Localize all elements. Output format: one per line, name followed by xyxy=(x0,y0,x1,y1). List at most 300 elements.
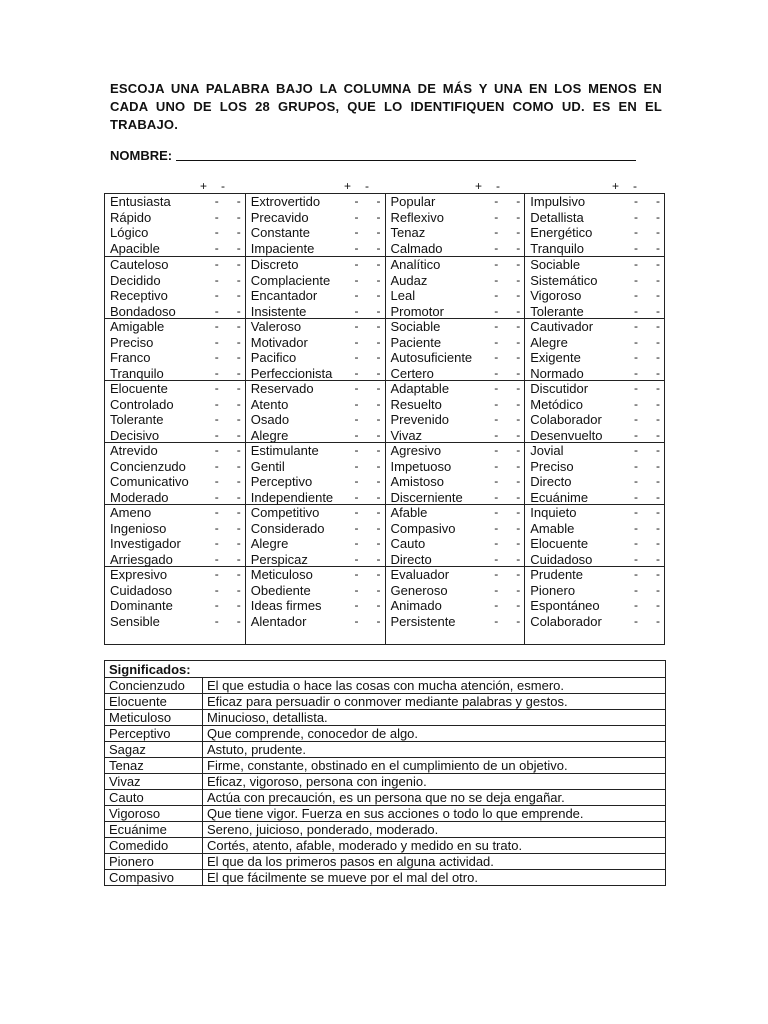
word-label: Vivaz xyxy=(390,427,423,443)
word-label: Elocuente xyxy=(110,381,168,396)
minus-choice[interactable]: - xyxy=(376,427,381,442)
minus-choice[interactable]: - xyxy=(376,458,381,473)
word-group xyxy=(246,442,385,504)
plus-choice[interactable]: - xyxy=(494,365,499,380)
plus-choice[interactable]: - xyxy=(494,194,499,208)
word-label: Sociable xyxy=(390,319,441,334)
minus-choice[interactable]: - xyxy=(236,240,241,255)
plus-choice[interactable]: - xyxy=(494,209,499,224)
plus-choice[interactable]: - xyxy=(634,582,638,597)
plus-choice[interactable]: - xyxy=(354,396,359,411)
plus-choice[interactable]: - xyxy=(494,613,499,628)
word-row xyxy=(105,443,245,459)
plus-choice[interactable]: - xyxy=(634,257,638,271)
minus-choice[interactable]: - xyxy=(236,334,241,349)
minus-choice[interactable]: - xyxy=(656,474,660,488)
minus-choice[interactable]: - xyxy=(376,240,381,255)
minus-choice[interactable]: - xyxy=(236,551,241,566)
plus-choice[interactable]: - xyxy=(214,582,219,597)
minus-choice[interactable]: - xyxy=(516,489,521,504)
minus-choice[interactable]: - xyxy=(376,350,381,364)
plus-choice[interactable]: - xyxy=(494,427,499,442)
word-label: Preciso xyxy=(110,334,154,350)
word-row xyxy=(525,304,664,320)
minus-choice[interactable]: - xyxy=(656,598,660,612)
plus-choice[interactable]: - xyxy=(214,505,219,519)
plus-choice[interactable]: - xyxy=(634,396,638,411)
minus-choice[interactable]: - xyxy=(376,520,381,535)
minus-choice[interactable]: - xyxy=(516,443,521,457)
plus-choice[interactable]: - xyxy=(494,520,499,535)
word-row xyxy=(105,474,245,490)
plus-choice[interactable]: - xyxy=(634,536,638,550)
minus-choice[interactable]: - xyxy=(656,427,660,442)
minus-choice[interactable]: - xyxy=(516,319,521,333)
word-row xyxy=(525,381,664,397)
plus-choice[interactable]: - xyxy=(634,365,638,380)
plus-choice[interactable]: - xyxy=(354,489,359,504)
plus-choice[interactable]: - xyxy=(634,319,638,333)
plus-choice[interactable]: - xyxy=(214,567,219,581)
plus-choice[interactable]: - xyxy=(214,303,219,318)
choice-marks xyxy=(355,521,381,537)
plus-choice[interactable]: - xyxy=(354,209,359,224)
plus-choice[interactable]: - xyxy=(494,458,499,473)
choice-marks xyxy=(215,567,241,583)
plus-choice[interactable]: - xyxy=(634,613,638,628)
plus-choice[interactable]: - xyxy=(354,225,359,239)
minus-choice[interactable]: - xyxy=(236,257,241,271)
minus-choice[interactable]: - xyxy=(656,194,660,208)
minus-choice[interactable]: - xyxy=(376,257,381,271)
plus-choice[interactable]: - xyxy=(494,350,499,364)
plus-choice[interactable]: - xyxy=(214,350,219,364)
plus-choice[interactable]: - xyxy=(494,551,499,566)
plus-choice[interactable]: - xyxy=(214,209,219,224)
minus-choice[interactable]: - xyxy=(236,474,241,488)
minus-choice[interactable]: - xyxy=(236,567,241,581)
plus-choice[interactable]: - xyxy=(494,225,499,239)
word-label: Insistente xyxy=(250,303,307,319)
word-row xyxy=(105,288,245,304)
word-label: Amigable xyxy=(110,319,165,334)
word-label: Arriesgado xyxy=(110,551,173,567)
plus-label: + xyxy=(344,179,352,193)
minus-choice[interactable]: - xyxy=(516,303,521,318)
minus-choice[interactable]: - xyxy=(516,474,521,488)
plus-choice[interactable]: - xyxy=(214,520,219,535)
plus-choice[interactable]: - xyxy=(634,240,638,255)
minus-choice[interactable]: - xyxy=(516,536,521,550)
plus-choice[interactable]: - xyxy=(214,427,219,442)
plus-choice[interactable]: - xyxy=(214,489,219,504)
meaning-definition: Firme, constante, obstinado en el cumplimiento de un objetivo. xyxy=(203,758,666,774)
minus-choice[interactable]: - xyxy=(656,505,660,519)
word-column xyxy=(385,194,525,644)
plus-choice[interactable]: - xyxy=(494,536,499,550)
minus-choice[interactable]: - xyxy=(236,194,241,208)
choice-marks xyxy=(634,474,660,490)
plus-choice[interactable]: - xyxy=(214,613,219,628)
word-label: Impetuoso xyxy=(390,458,452,474)
plus-choice[interactable]: - xyxy=(494,240,499,255)
plus-choice[interactable]: - xyxy=(354,257,359,271)
choice-marks xyxy=(634,366,660,382)
plus-choice[interactable]: - xyxy=(634,381,638,395)
plus-choice[interactable]: - xyxy=(494,489,499,504)
choice-marks xyxy=(634,241,660,257)
plus-choice[interactable]: - xyxy=(214,536,219,550)
plus-choice[interactable]: - xyxy=(354,319,359,333)
minus-choice[interactable]: - xyxy=(376,194,381,208)
minus-choice[interactable]: - xyxy=(376,365,381,380)
minus-choice[interactable]: - xyxy=(656,582,660,597)
minus-choice[interactable]: - xyxy=(376,551,381,566)
plus-choice[interactable]: - xyxy=(494,303,499,318)
minus-choice[interactable]: - xyxy=(516,350,521,364)
plus-choice[interactable]: - xyxy=(634,489,638,504)
minus-choice[interactable]: - xyxy=(236,209,241,224)
plus-choice[interactable]: - xyxy=(494,381,499,395)
plus-choice[interactable]: - xyxy=(354,288,359,302)
minus-choice[interactable]: - xyxy=(656,567,660,581)
minus-choice[interactable]: - xyxy=(656,520,660,535)
plus-choice[interactable]: - xyxy=(354,194,359,208)
minus-choice[interactable]: - xyxy=(236,272,241,287)
plus-choice[interactable]: - xyxy=(634,567,638,581)
plus-choice[interactable]: - xyxy=(354,412,359,426)
plus-choice[interactable]: - xyxy=(214,458,219,473)
plus-choice[interactable]: - xyxy=(494,334,499,349)
word-row xyxy=(386,428,525,444)
minus-choice[interactable]: - xyxy=(376,489,381,504)
plus-choice[interactable]: - xyxy=(634,350,638,364)
plus-choice[interactable]: - xyxy=(354,536,359,550)
minus-choice[interactable]: - xyxy=(516,427,521,442)
plus-choice[interactable]: - xyxy=(214,381,219,395)
plus-choice[interactable]: - xyxy=(634,209,638,224)
minus-choice[interactable]: - xyxy=(376,381,381,395)
plus-choice[interactable]: - xyxy=(354,272,359,287)
plus-choice[interactable]: - xyxy=(214,225,219,239)
plus-choice[interactable]: - xyxy=(494,567,499,581)
plus-choice[interactable]: - xyxy=(214,551,219,566)
minus-choice[interactable]: - xyxy=(516,551,521,566)
word-column xyxy=(245,194,385,644)
minus-choice[interactable]: - xyxy=(656,272,660,287)
minus-choice[interactable]: - xyxy=(656,458,660,473)
plus-choice[interactable]: - xyxy=(494,412,499,426)
name-label: NOMBRE: xyxy=(110,148,173,163)
choice-marks xyxy=(634,225,660,241)
choice-marks xyxy=(355,428,381,444)
choice-marks xyxy=(215,335,241,351)
minus-choice[interactable]: - xyxy=(376,225,381,239)
minus-choice[interactable]: - xyxy=(236,319,241,333)
choice-marks xyxy=(634,288,660,304)
minus-choice[interactable]: - xyxy=(376,582,381,597)
word-row xyxy=(386,567,525,583)
meaning-row xyxy=(105,710,666,726)
plus-choice[interactable]: - xyxy=(214,396,219,411)
plus-choice[interactable]: - xyxy=(494,257,499,271)
plus-choice[interactable]: - xyxy=(354,334,359,349)
minus-choice[interactable]: - xyxy=(376,443,381,457)
plus-choice[interactable]: - xyxy=(354,350,359,364)
plus-choice[interactable]: - xyxy=(494,288,499,302)
plus-choice[interactable]: - xyxy=(634,505,638,519)
word-row xyxy=(246,443,385,459)
minus-choice[interactable]: - xyxy=(236,613,241,628)
plus-choice[interactable]: - xyxy=(634,225,638,239)
plus-choice[interactable]: - xyxy=(634,443,638,457)
plus-choice[interactable]: - xyxy=(354,520,359,535)
minus-choice[interactable]: - xyxy=(656,536,660,550)
word-label: Audaz xyxy=(390,272,428,288)
plus-choice[interactable]: - xyxy=(354,582,359,597)
minus-choice[interactable]: - xyxy=(376,613,381,628)
plus-choice[interactable]: - xyxy=(634,288,638,302)
minus-choice[interactable]: - xyxy=(376,334,381,349)
plus-choice[interactable]: - xyxy=(354,613,359,628)
plus-choice[interactable]: - xyxy=(494,443,499,457)
minus-choice[interactable]: - xyxy=(236,520,241,535)
word-label: Ingenioso xyxy=(110,520,167,536)
word-row xyxy=(246,505,385,521)
plus-choice[interactable]: - xyxy=(354,303,359,318)
plus-choice[interactable]: - xyxy=(214,194,219,208)
word-group xyxy=(105,566,245,628)
minus-choice[interactable]: - xyxy=(656,396,660,411)
plus-choice[interactable]: - xyxy=(354,427,359,442)
minus-choice[interactable]: - xyxy=(236,489,241,504)
choice-marks xyxy=(494,459,520,475)
plus-choice[interactable]: - xyxy=(494,598,499,612)
minus-choice[interactable]: - xyxy=(516,567,521,581)
plus-choice[interactable]: - xyxy=(214,474,219,488)
word-group xyxy=(386,442,525,504)
plus-choice[interactable]: - xyxy=(634,598,638,612)
minus-choice[interactable]: - xyxy=(236,365,241,380)
word-label: Exigente xyxy=(530,350,581,365)
plus-choice[interactable]: - xyxy=(634,427,638,442)
minus-choice[interactable]: - xyxy=(656,319,660,333)
minus-choice[interactable]: - xyxy=(656,613,660,628)
minus-choice[interactable]: - xyxy=(236,582,241,597)
minus-choice[interactable]: - xyxy=(656,303,660,318)
word-label: Discerniente xyxy=(390,489,463,505)
minus-choice[interactable]: - xyxy=(236,458,241,473)
word-row xyxy=(246,335,385,351)
plus-choice[interactable]: - xyxy=(354,551,359,566)
plus-choice[interactable]: - xyxy=(634,272,638,287)
minus-choice[interactable]: - xyxy=(516,381,521,395)
minus-choice[interactable]: - xyxy=(236,443,241,457)
plus-choice[interactable]: - xyxy=(634,303,638,318)
minus-choice[interactable]: - xyxy=(656,381,660,395)
minus-choice[interactable]: - xyxy=(516,505,521,519)
word-label: Precavido xyxy=(250,209,309,225)
plus-choice[interactable]: - xyxy=(214,334,219,349)
plus-choice[interactable]: - xyxy=(634,520,638,535)
minus-choice[interactable]: - xyxy=(376,598,381,612)
choice-marks xyxy=(215,428,241,444)
minus-choice[interactable]: - xyxy=(376,412,381,426)
plus-choice[interactable]: - xyxy=(494,272,499,287)
minus-choice[interactable]: - xyxy=(376,303,381,318)
plus-choice[interactable]: - xyxy=(634,412,638,426)
choice-marks xyxy=(355,412,381,428)
minus-choice[interactable]: - xyxy=(656,551,660,566)
minus-choice[interactable]: - xyxy=(376,319,381,333)
word-row xyxy=(386,288,525,304)
minus-choice[interactable]: - xyxy=(236,303,241,318)
word-row xyxy=(246,210,385,226)
minus-choice[interactable]: - xyxy=(376,272,381,287)
minus-choice[interactable]: - xyxy=(376,505,381,519)
word-label: Discreto xyxy=(250,257,299,272)
minus-choice[interactable]: - xyxy=(516,272,521,287)
plus-choice[interactable]: - xyxy=(354,458,359,473)
minus-choice[interactable]: - xyxy=(516,334,521,349)
name-field-line[interactable] xyxy=(176,160,636,161)
minus-choice[interactable]: - xyxy=(236,427,241,442)
minus-choice[interactable]: - xyxy=(656,334,660,349)
plus-choice[interactable]: - xyxy=(634,334,638,349)
plus-choice[interactable]: - xyxy=(214,288,219,302)
word-row xyxy=(386,583,525,599)
minus-choice[interactable]: - xyxy=(236,225,241,239)
plus-choice[interactable]: - xyxy=(634,194,638,208)
plus-choice[interactable]: - xyxy=(354,474,359,488)
minus-choice[interactable]: - xyxy=(236,381,241,395)
word-label: Lógico xyxy=(110,225,149,240)
plus-choice[interactable]: - xyxy=(214,240,219,255)
minus-choice[interactable]: - xyxy=(516,257,521,271)
plus-choice[interactable]: - xyxy=(494,319,499,333)
minus-choice[interactable]: - xyxy=(516,598,521,612)
word-label: Desenvuelto xyxy=(530,427,603,443)
minus-choice[interactable]: - xyxy=(516,613,521,628)
choice-marks xyxy=(494,366,520,382)
word-group xyxy=(105,504,245,566)
minus-choice[interactable]: - xyxy=(656,257,660,271)
minus-choice[interactable]: - xyxy=(236,288,241,302)
minus-choice[interactable]: - xyxy=(516,225,521,239)
plus-choice[interactable]: - xyxy=(354,365,359,380)
word-row xyxy=(246,536,385,552)
minus-choice[interactable]: - xyxy=(376,209,381,224)
choice-marks xyxy=(494,304,520,320)
choice-marks xyxy=(355,490,381,506)
minus-choice[interactable]: - xyxy=(516,582,521,597)
word-row xyxy=(105,241,245,257)
minus-choice[interactable]: - xyxy=(516,520,521,535)
word-label: Directo xyxy=(530,474,572,489)
minus-choice[interactable]: - xyxy=(236,536,241,550)
minus-choice[interactable]: - xyxy=(656,412,660,426)
choice-marks xyxy=(355,459,381,475)
plus-choice[interactable]: - xyxy=(494,582,499,597)
minus-choice[interactable]: - xyxy=(656,225,660,239)
word-label: Tranquilo xyxy=(110,365,164,381)
minus-choice[interactable]: - xyxy=(376,567,381,581)
plus-choice[interactable]: - xyxy=(494,396,499,411)
word-label: Impulsivo xyxy=(530,194,586,209)
plus-choice[interactable]: - xyxy=(214,443,219,457)
minus-choice[interactable]: - xyxy=(516,288,521,302)
minus-choice[interactable]: - xyxy=(656,443,660,457)
minus-choice[interactable]: - xyxy=(376,288,381,302)
word-row xyxy=(525,273,664,289)
word-row xyxy=(246,474,385,490)
plus-choice[interactable]: - xyxy=(214,319,219,333)
minus-choice[interactable]: - xyxy=(516,396,521,411)
word-label: Metódico xyxy=(530,396,583,412)
minus-choice[interactable]: - xyxy=(516,458,521,473)
minus-choice[interactable]: - xyxy=(656,288,660,302)
minus-choice[interactable]: - xyxy=(656,365,660,380)
word-row xyxy=(105,412,245,428)
minus-choice[interactable]: - xyxy=(516,209,521,224)
word-label: Franco xyxy=(110,350,151,365)
minus-choice[interactable]: - xyxy=(376,536,381,550)
word-label: Analítico xyxy=(390,257,441,272)
minus-choice[interactable]: - xyxy=(236,412,241,426)
word-row xyxy=(525,335,664,351)
word-group xyxy=(105,318,245,380)
minus-choice[interactable]: - xyxy=(516,365,521,380)
plus-choice[interactable]: - xyxy=(354,567,359,581)
plus-choice[interactable]: - xyxy=(494,474,499,488)
minus-choice[interactable]: - xyxy=(516,194,521,208)
plus-choice[interactable]: - xyxy=(214,257,219,271)
plus-choice[interactable]: - xyxy=(214,272,219,287)
minus-choice[interactable]: - xyxy=(236,505,241,519)
plus-choice[interactable]: - xyxy=(214,412,219,426)
minus-choice[interactable]: - xyxy=(516,412,521,426)
minus-choice[interactable]: - xyxy=(236,598,241,612)
plus-choice[interactable]: - xyxy=(634,474,638,488)
minus-choice[interactable]: - xyxy=(656,489,660,504)
plus-choice[interactable]: - xyxy=(354,381,359,395)
minus-choice[interactable]: - xyxy=(376,474,381,488)
minus-choice[interactable]: - xyxy=(656,209,660,224)
plus-choice[interactable]: - xyxy=(494,505,499,519)
choice-marks xyxy=(215,598,241,614)
plus-choice[interactable]: - xyxy=(634,551,638,566)
word-row xyxy=(246,273,385,289)
plus-choice[interactable]: - xyxy=(354,598,359,612)
choice-marks xyxy=(355,567,381,583)
plus-choice[interactable]: - xyxy=(354,240,359,255)
word-label: Alegre xyxy=(250,427,289,443)
word-row xyxy=(525,210,664,226)
minus-choice[interactable]: - xyxy=(236,396,241,411)
minus-choice[interactable]: - xyxy=(236,350,241,364)
plus-choice[interactable]: - xyxy=(214,365,219,380)
plus-choice[interactable]: - xyxy=(354,505,359,519)
minus-choice[interactable]: - xyxy=(376,396,381,411)
plus-choice[interactable]: - xyxy=(634,458,638,473)
word-row xyxy=(525,350,664,366)
minus-choice[interactable]: - xyxy=(656,240,660,255)
plus-choice[interactable]: - xyxy=(354,443,359,457)
choice-marks xyxy=(634,536,660,552)
minus-choice[interactable]: - xyxy=(516,240,521,255)
plus-choice[interactable]: - xyxy=(214,598,219,612)
minus-choice[interactable]: - xyxy=(656,350,660,364)
